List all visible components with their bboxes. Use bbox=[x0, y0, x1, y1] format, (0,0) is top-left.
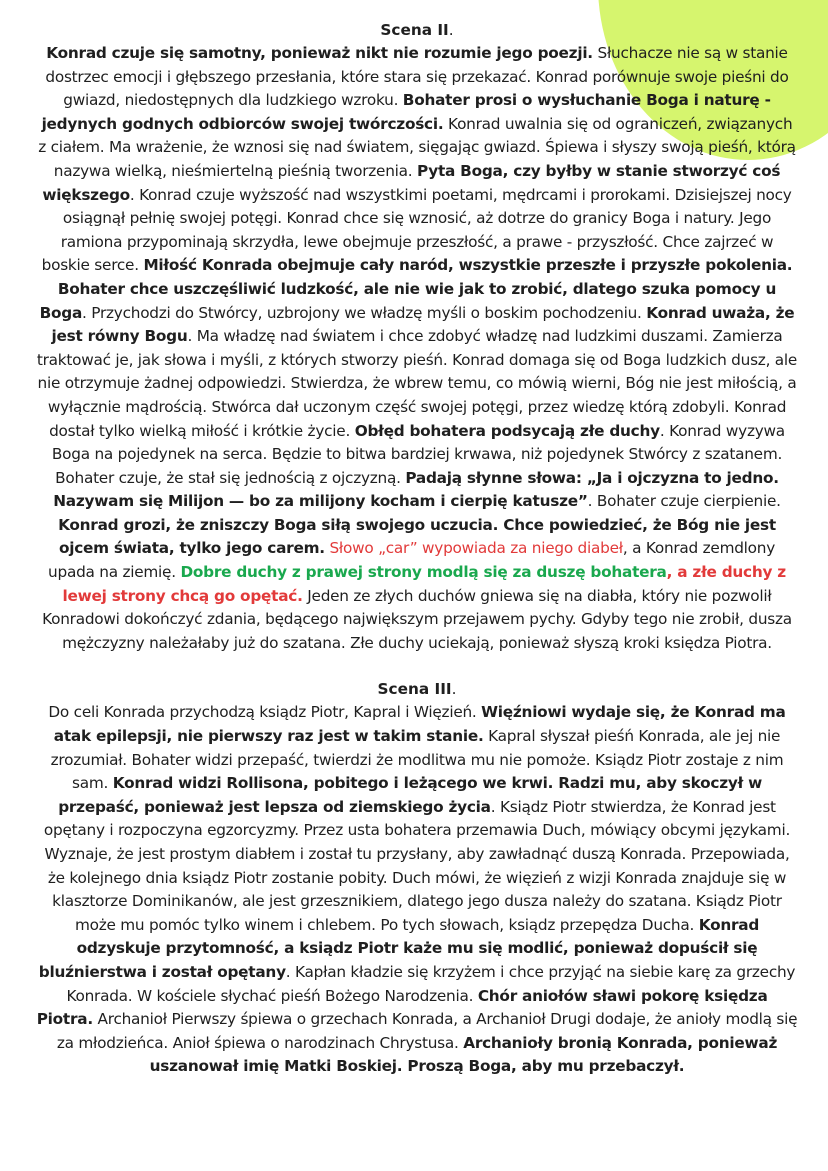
scene3-text-segment: Więźniowi wydaje się, że Konrad ma atak epilepsji, nie pierwszy raz jest w takim stanie. bbox=[53, 703, 786, 746]
scene-2-body bbox=[36, 42, 798, 655]
scene2-text-segment: Miłość Konrada obejmuje cały naród, wszystkie przeszłe i przyszłe pokolenia. Bohater chce uszczęśliwić ludzkość, ale nie wie jak to zrobić, dlatego szuka pomocy u Boga bbox=[39, 256, 793, 322]
scene2-text-segment: . Konrad czuje wyższość nad wszystkimi poetami, mędrcami i prorokami. Dzisiejszej nocy osiągnął pełnię swojej potęgi. Konrad chce się wznosić, aż dotrze do granicy Boga i natury. Jego ramiona przypominają skrzydła, lewe obejmuje przeszłość, a prawe - przyszłość. Chce zajrzeć w boskie serce. bbox=[41, 185, 792, 275]
scene3-text-segment: Konrad odzyskuje przytomność, a ksiądz Piotr każe mu się modlić, ponieważ dopuścił się bluźnierstwa i został opętany bbox=[38, 915, 760, 981]
scene2-text-segment: . Ma władzę nad światem i chce zdobyć władzę nad ludzkimi duszami. Zamierza traktować je, jak słowa i myśli, z których stworzy pieśń. Konrad domaga się od Boga ludzkich dusz, ale nie otrzymuje żadnej odpowiedzi. Stwierdza, że wbrew temu, co mówią wierni, Bóg nie jest miłością, a wyłącznie mądrością. Stwórca dał uczonym część swojej potęgi, przez wiedzę którą zdobyli. Konrad dostał tylko wielką miłość i krótkie życie. bbox=[36, 327, 798, 440]
scene2-text-segment: Dobre duchy z prawej strony modlą się za duszę bohatera bbox=[180, 563, 667, 582]
scene-3-body bbox=[36, 701, 798, 1079]
scene2-text-segment: , a Konrad zemdlony upada na ziemię. bbox=[48, 539, 776, 582]
scene-2-heading: Scena II. bbox=[380, 21, 454, 39]
scene3-text-segment: . Ksiądz Piotr stwierdza, że Konrad jest opętany i rozpoczyna egzorcyzmy. Przez usta bohatera przemawia Duch, mówiący obcymi językami. Wyznaje, że jest prostym diabłem i został tu przysłany, aby zawładnąć duszą Konrada. Przepowiada, że kolejnego dnia ksiądz Piotr zostanie pobity. Duch mówi, że więzień z wizji Konrada znajduje się w klasztorze Dominikanów, ale jest grzesznikiem, dlatego jego dusza należy do szatana. Ksiądz Piotr może mu pomóc tylko winem i chlebem. Po tych słowach, ksiądz przepędza Ducha. bbox=[43, 797, 791, 934]
scene-3-heading: Scena III. bbox=[377, 680, 457, 699]
scene2-text-segment: Konrad grozi, że zniszczy Boga siłą swojego uczucia. Chce powiedzieć, że Bóg nie jest ojcem świata, tylko jego carem. bbox=[58, 515, 776, 558]
scene2-text-segment: . Bohater czuje cierpienie. bbox=[587, 492, 781, 511]
scene2-text-segment: Jeden ze złych duchów gniewa się na diabła, który nie pozwolił Konradowi dokończyć zdania, będącego największym przejawem pychy. Gdyby tego nie zrobił, dusza mężczyzny należałaby już do szatana. Złe duchy uciekają, ponieważ słyszą kroki księdza Piotra. bbox=[42, 586, 792, 652]
scene3-text-segment: . Kapłan kładzie się krzyżem i chce przyjąć na siebie karę za grzechy Konrada. W kościele słychać pieśń Bożego Narodzenia. bbox=[66, 962, 796, 1005]
scene3-text-segment: Archanioły bronią Konrada, ponieważ uszanował imię Matki Boskiej. Proszą Boga, aby mu przebaczył. bbox=[149, 1033, 778, 1076]
scene2-text-segment: . Przychodzi do Stwórcy, uzbrojony we władzę myśli o boskim pochodzeniu. bbox=[82, 303, 647, 322]
scene2-text-segment: , a złe duchy z lewej strony chcą go opętać. bbox=[62, 563, 786, 605]
scene2-text-segment: Pyta Boga, czy byłby w stanie stworzyć coś większego bbox=[42, 161, 781, 204]
scene2-text-segment: Słuchacze nie są w stanie dostrzec emocji i głębszego przesłania, które stara się przekazać. Konrad porównuje swoje pieśni do gwiazd, niedostępnych dla ludzkiego wzroku. bbox=[45, 44, 789, 110]
scene2-text-segment: Konrad uważa, że jest równy Bogu bbox=[51, 303, 795, 346]
scene2-text-segment: Bohater prosi o wysłuchanie Boga i naturę - jedynych godnych odbiorców swojej twórczości. bbox=[41, 91, 771, 133]
scene2-text-segment: Padają słynne słowa: „Ja i ojczyzna to jedno. Nazywam się Milijon — bo za milijony kocham i cierpię katusze” bbox=[53, 468, 779, 511]
scene3-text-segment: Konrad widzi Rollisona, pobitego i leżącego we krwi. Radzi mu, aby skoczył w przepaść, ponieważ jest lepsza od ziemskiego życia bbox=[58, 774, 762, 816]
scene2-text-segment: Konrad uwalnia się od ograniczeń, związanych z ciałem. Ma wrażenie, że wznosi się nad światem, sięgając gwiazd. Śpiewa i słyszy swoją pieśń, którą nazywa wielką, nieśmiertelną pieśnią tworzenia. bbox=[38, 114, 796, 180]
scene2-text-segment: Konrad czuje się samotny, ponieważ nikt nie rozumie jego poezji. bbox=[46, 44, 593, 62]
scene3-text-segment: Chór aniołów sławi pokorę księdza Piotra. bbox=[36, 986, 768, 1029]
scene3-text-segment: Archanioł Pierwszy śpiewa o grzechach Konrada, a Archanioł Drugi dodaje, że anioły modlą się za młodzieńca. Anioł śpiewa o narodzinach Chrystusa. bbox=[56, 1010, 798, 1052]
scene2-text-segment: Słowo „car” wypowiada za niego diabeł bbox=[329, 539, 623, 558]
scene2-text-segment: . Konrad wyzywa Boga na pojedynek na serca. Będzie to bitwa bardziej krwawa, niż pojedynek Stwórcy z szatanem. Bohater czuje, że stał się jednością z ojczyzną. bbox=[51, 421, 785, 487]
scene2-text-segment: Obłęd bohatera podsycają złe duchy bbox=[354, 421, 660, 440]
scene3-text-segment: Do celi Konrada przychodzą ksiądz Piotr, Kapral i Więzień. bbox=[48, 703, 482, 722]
scene3-text-segment: Kapral słyszał pieśń Konrada, ale jej nie zrozumiał. Bohater widzi przepaść, twierdzi że modlitwa mu nie pomoże. Ksiądz Piotr zostaje z nim sam. bbox=[50, 727, 784, 793]
